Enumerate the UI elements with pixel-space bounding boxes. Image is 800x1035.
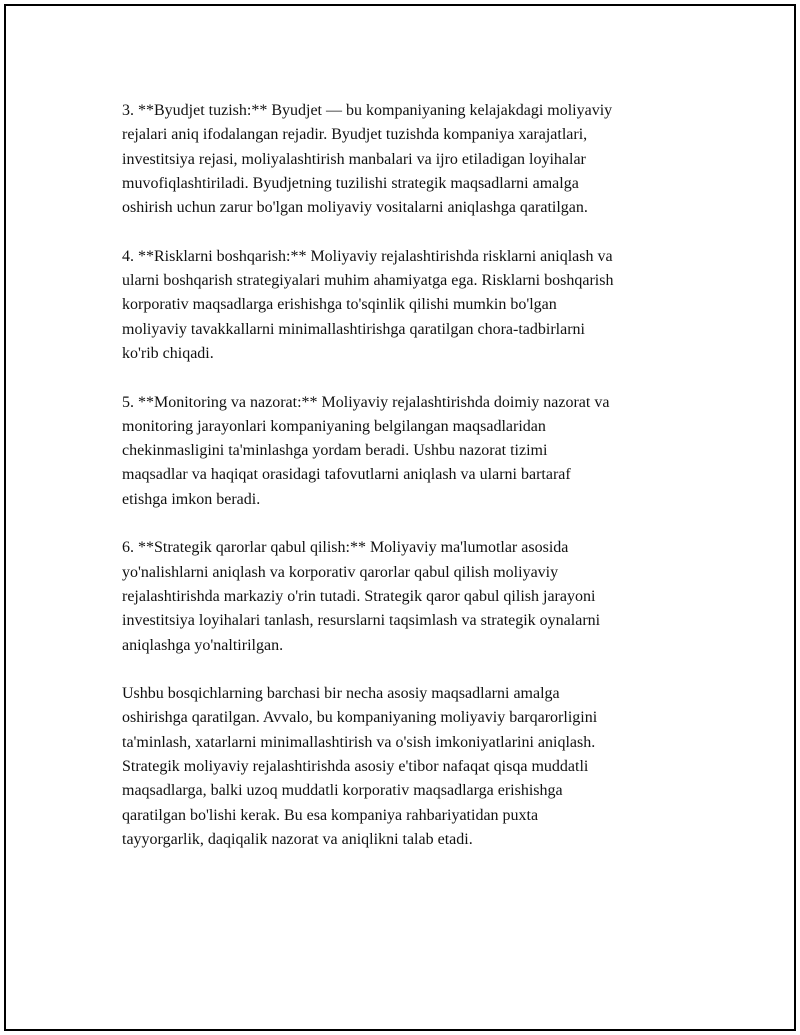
document-body — [122, 99, 697, 877]
paragraph-budget: 3. **Byudjet tuzish:** Byudjet — bu kompaniyaning kelajakdagi moliyaviy rejalari aniq ifodalangan rejadir. Byudjet tuzishda kompaniya xarajatlari, investitsiya rejasi, moliyalashtirish manbalari va ijro etiladigan loyihalar muvofiqlashtiriladi. Byudjetning tuzilishi strategik maqsadlarni amalga oshirish uchun zarur bo'lgan moliyaviy vositalarni aniqlashga qaratilgan. — [122, 102, 613, 217]
paragraph-summary: Ushbu bosqichlarning barchasi bir necha asosiy maqsadlarni amalga oshirishga qaratilgan. Avvalo, bu kompaniyaning moliyaviy barqarorligini ta'minlash, xatarlarni minimallashtirish va o'sish imkoniyatlarini aniqlash. Strategik moliyaviy rejalashtirishda asosiy e'tibor nafaqat qisqa muddatli maqsadlarga, balki uzoq muddatli korporativ maqsadlarga erishishga qaratilgan bo'lishi kerak. Bu esa kompaniya rahbariyatidan puxta tayyorgarlik, daqiqalik nazorat va aniqlikni talab etadi. — [122, 685, 598, 848]
paragraph-monitoring: 5. **Monitoring va nazorat:** Moliyaviy rejalashtirishda doimiy nazorat va monitoring jarayonlari kompaniyaning belgilangan maqsadlaridan chekinmasligini ta'minlashga yordam beradi. Ushbu nazorat tizimi maqsadlar va haqiqat orasidagi tafovutlarni aniqlash va ularni bartaraf etishga imkon beradi. — [122, 393, 610, 508]
paragraph-risk-management: 4. **Risklarni boshqarish:** Moliyaviy rejalashtirishda risklarni aniqlash va ularni boshqarish strategiyalari muhim ahamiyatga ega. Risklarni boshqarish korporativ maqsadlarga erishishga to'sqinlik qilishi mumkin bo'lgan moliyaviy tavakkallarni minimallashtirishga qaratilgan chora-tadbirlarni ko'rib chiqadi. — [122, 247, 614, 362]
paragraph-strategic-decisions: 6. **Strategik qarorlar qabul qilish:** Moliyaviy ma'lumotlar asosida yo'nalishlarni aniqlash va korporativ qarorlar qabul qilish moliyaviy rejalashtirishda markaziy o'rin tutadi. Strategik qaror qabul qilish jarayoni investitsiya loyihalari tanlash, resurslarni taqsimlash va strategik oynalarni aniqlashga yo'naltirilgan. — [122, 539, 601, 654]
page-frame — [4, 4, 796, 1031]
